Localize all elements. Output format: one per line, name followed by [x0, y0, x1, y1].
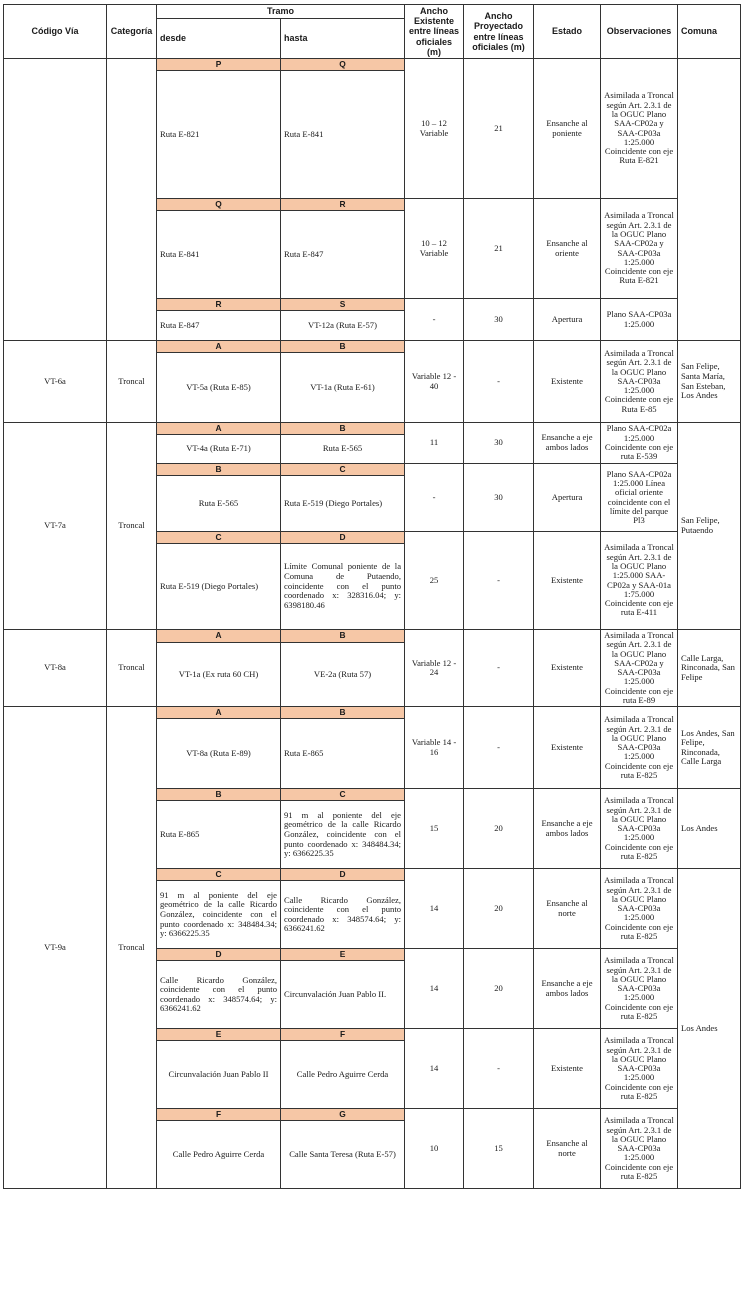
observaciones-cell: Plano SAA-CP02a 1:25.000 Línea oficial oriente coincidente con el límite del parque Pl3	[601, 464, 678, 532]
comuna-cell: Los Andes	[678, 789, 741, 869]
observaciones-cell: Asimilada a Troncal según Art. 2.3.1 de la OGUC Plano SAA-CP03a 1:25.000 Coincidente con eje ruta E-825	[601, 789, 678, 869]
segment-label-row	[4, 707, 741, 719]
segment-start-label: A	[157, 707, 281, 719]
ancho-proyectado-cell: 20	[464, 789, 534, 869]
observaciones-cell: Asimilada a Troncal según Art. 2.3.1 de la OGUC Plano SAA-CP02a y SAA-CP03a 1:25.000 Coincidente con eje Ruta E-821	[601, 59, 678, 199]
segment-start-label: E	[157, 1029, 281, 1041]
desde-cell: Ruta E-865	[157, 801, 281, 869]
header-categoria: Categoría	[107, 5, 157, 59]
hasta-cell: VT-1a (Ruta E-61)	[281, 353, 405, 423]
estado-cell: Ensanche al norte	[534, 1109, 601, 1189]
observaciones-cell: Asimilada a Troncal según Art. 2.3.1 de la OGUC Plano SAA-CP02a y SAA-CP03a 1:25.000 Coincidente con eje Ruta E-821	[601, 199, 678, 299]
segment-start-label: A	[157, 341, 281, 353]
hasta-cell: 91 m al poniente del eje geométrico de la calle Ricardo González, coincidente con el punto coordenado x: 348484.34; y: 6366225.35	[281, 801, 405, 869]
desde-cell: Ruta E-519 (Diego Portales)	[157, 544, 281, 630]
ancho-proyectado-cell: 21	[464, 199, 534, 299]
segment-end-label: G	[281, 1109, 405, 1121]
segment-label-row	[4, 630, 741, 643]
estado-cell: Apertura	[534, 299, 601, 341]
observaciones-cell: Asimilada a Troncal según Art. 2.3.1 de la OGUC Plano SAA-CP03a 1:25.000 Coincidente con eje ruta E-825	[601, 869, 678, 949]
observaciones-cell: Asimilada a Troncal según Art. 2.3.1 de la OGUC Plano SAA-CP03a 1:25.000 Coincidente con eje Ruta E-85	[601, 341, 678, 423]
comuna-cell: Calle Larga, Rinconada, San Felipe	[678, 630, 741, 707]
codigo-cell: VT-8a	[4, 630, 107, 707]
comuna-cell: San Felipe, Santa María, San Esteban, Los Andes	[678, 341, 741, 423]
header-tramo: Tramo	[157, 5, 405, 19]
observaciones-cell: Asimilada a Troncal según Art. 2.3.1 de la OGUC Plano SAA-CP03a 1:25.000 Coincidente con eje ruta E-825	[601, 1029, 678, 1109]
categoria-cell: Troncal	[107, 423, 157, 630]
segment-start-label: B	[157, 789, 281, 801]
segment-end-label: E	[281, 949, 405, 961]
observaciones-cell: Asimilada a Troncal según Art. 2.3.1 de la OGUC Plano SAA-CP03a 1:25.000 Coincidente con eje ruta E-825	[601, 949, 678, 1029]
segment-end-label: B	[281, 341, 405, 353]
ancho-existente-cell: Variable 12 - 40	[405, 341, 464, 423]
ancho-existente-cell: 10	[405, 1109, 464, 1189]
estado-cell: Existente	[534, 630, 601, 707]
estado-cell: Ensanche al poniente	[534, 59, 601, 199]
observaciones-cell: Asimilada a Troncal según Art. 2.3.1 de la OGUC Plano SAA-CP03a 1:25.000 Coincidente con eje ruta E-825	[601, 1109, 678, 1189]
estado-cell: Existente	[534, 341, 601, 423]
segment-label-row	[4, 423, 741, 435]
comuna-cell-empty	[678, 59, 741, 341]
header-ancho-existente: Ancho Existente entre líneas oficiales (m)	[405, 5, 464, 59]
segment-end-label: B	[281, 707, 405, 719]
header-ancho-proyectado: Ancho Proyectado entre líneas oficiales (m)	[464, 5, 534, 59]
comuna-cell: Los Andes	[678, 869, 741, 1189]
segment-start-label: R	[157, 299, 281, 311]
estado-cell: Apertura	[534, 464, 601, 532]
segment-end-label: C	[281, 464, 405, 476]
header-codigo: Código Vía	[4, 5, 107, 59]
hasta-cell: Ruta E-865	[281, 719, 405, 789]
desde-cell: Ruta E-841	[157, 211, 281, 299]
observaciones-cell: Asimilada a Troncal según Art. 2.3.1 de la OGUC Plano 1:25.000 SAA-CP02a y SAA-01a 1:75.000 Coincidente con eje ruta E-411	[601, 532, 678, 630]
ancho-existente-cell: 14	[405, 869, 464, 949]
desde-cell: VT-1a (Ex ruta 60 CH)	[157, 642, 281, 706]
ancho-proyectado-cell: 30	[464, 423, 534, 464]
ancho-existente-cell: 15	[405, 789, 464, 869]
segment-end-label: Q	[281, 59, 405, 71]
desde-cell: VT-8a (Ruta E-89)	[157, 719, 281, 789]
segment-start-label: C	[157, 869, 281, 881]
hasta-cell: VE-2a (Ruta 57)	[281, 642, 405, 706]
vias-table	[3, 4, 741, 1189]
header-hasta: hasta	[281, 19, 405, 59]
desde-cell: Ruta E-847	[157, 311, 281, 341]
ancho-proyectado-cell: 30	[464, 464, 534, 532]
comuna-cell: Los Andes, San Felipe, Rinconada, Calle Larga	[678, 707, 741, 789]
ancho-proyectado-cell: 30	[464, 299, 534, 341]
estado-cell: Existente	[534, 707, 601, 789]
estado-cell: Ensanche a eje ambos lados	[534, 423, 601, 464]
segment-label-row	[4, 59, 741, 71]
segment-end-label: R	[281, 199, 405, 211]
segment-end-label: D	[281, 869, 405, 881]
segment-end-label: B	[281, 423, 405, 435]
ancho-existente-cell: 10 – 12 Variable	[405, 199, 464, 299]
segment-end-label: S	[281, 299, 405, 311]
codigo-cell: VT-6a	[4, 341, 107, 423]
comuna-cell: San Felipe, Putaendo	[678, 423, 741, 630]
ancho-proyectado-cell: 20	[464, 949, 534, 1029]
header-observaciones: Observaciones	[601, 5, 678, 59]
ancho-proyectado-cell: -	[464, 707, 534, 789]
categoria-cell: Troncal	[107, 707, 157, 1189]
segment-start-label: Q	[157, 199, 281, 211]
header-comuna: Comuna	[678, 5, 741, 59]
observaciones-cell: Asimilada a Troncal según Art. 2.3.1 de la OGUC Plano SAA-CP02a y SAA-CP03a 1:25.000 Coincidente con eje ruta E-89	[601, 630, 678, 707]
ancho-existente-cell: 11	[405, 423, 464, 464]
hasta-cell: Ruta E-565	[281, 435, 405, 464]
ancho-proyectado-cell: -	[464, 341, 534, 423]
segment-end-label: C	[281, 789, 405, 801]
segment-start-label: A	[157, 423, 281, 435]
desde-cell: Ruta E-821	[157, 71, 281, 199]
categoria-cell-empty	[107, 59, 157, 341]
segment-label-row	[4, 341, 741, 353]
ancho-existente-cell: Variable 12 - 24	[405, 630, 464, 707]
hasta-cell: Calle Pedro Aguirre Cerda	[281, 1041, 405, 1109]
header-estado: Estado	[534, 5, 601, 59]
header-desde: desde	[157, 19, 281, 59]
codigo-cell: VT-9a	[4, 707, 107, 1189]
hasta-cell: Ruta E-847	[281, 211, 405, 299]
observaciones-cell: Plano SAA-CP03a 1:25.000	[601, 299, 678, 341]
desde-cell: VT-5a (Ruta E-85)	[157, 353, 281, 423]
ancho-existente-cell: -	[405, 464, 464, 532]
ancho-existente-cell: 10 – 12 Variable	[405, 59, 464, 199]
ancho-existente-cell: 25	[405, 532, 464, 630]
ancho-proyectado-cell: -	[464, 630, 534, 707]
hasta-cell: Circunvalación Juan Pablo II.	[281, 961, 405, 1029]
estado-cell: Ensanche al norte	[534, 869, 601, 949]
hasta-cell: Calle Ricardo González, coincidente con el punto coordenado x: 348574.64; y: 6366241.62	[281, 881, 405, 949]
desde-cell: Calle Ricardo González, coincidente con el punto coordenado x: 348574.64; y: 6366241.62	[157, 961, 281, 1029]
ancho-proyectado-cell: -	[464, 1029, 534, 1109]
hasta-cell: Calle Santa Teresa (Ruta E-57)	[281, 1121, 405, 1189]
segment-start-label: B	[157, 464, 281, 476]
segment-start-label: D	[157, 949, 281, 961]
desde-cell: Ruta E-565	[157, 476, 281, 532]
estado-cell: Ensanche al oriente	[534, 199, 601, 299]
ancho-proyectado-cell: 21	[464, 59, 534, 199]
estado-cell: Existente	[534, 1029, 601, 1109]
codigo-cell: VT-7a	[4, 423, 107, 630]
observaciones-cell: Plano SAA-CP02a 1:25.000 Coincidente con eje ruta E-539	[601, 423, 678, 464]
segment-start-label: F	[157, 1109, 281, 1121]
estado-cell: Existente	[534, 532, 601, 630]
estado-cell: Ensanche a eje ambos lados	[534, 949, 601, 1029]
observaciones-cell: Asimilada a Troncal según Art. 2.3.1 de la OGUC Plano SAA-CP03a 1:25.000 Coincidente con eje ruta E-825	[601, 707, 678, 789]
estado-cell: Ensanche a eje ambos lados	[534, 789, 601, 869]
hasta-cell: VT-12a (Ruta E-57)	[281, 311, 405, 341]
hasta-cell: Ruta E-519 (Diego Portales)	[281, 476, 405, 532]
ancho-existente-cell: 14	[405, 949, 464, 1029]
desde-cell: 91 m al poniente del eje geométrico de la calle Ricardo González, coincidente con el punto coordenado x: 348484.34; y: 6366225.35	[157, 881, 281, 949]
segment-start-label: A	[157, 630, 281, 643]
categoria-cell: Troncal	[107, 630, 157, 707]
ancho-existente-cell: -	[405, 299, 464, 341]
segment-end-label: D	[281, 532, 405, 544]
ancho-existente-cell: 14	[405, 1029, 464, 1109]
codigo-cell-empty	[4, 59, 107, 341]
segment-end-label: F	[281, 1029, 405, 1041]
ancho-proyectado-cell: 20	[464, 869, 534, 949]
segment-end-label: B	[281, 630, 405, 643]
segment-start-label: P	[157, 59, 281, 71]
hasta-cell: Ruta E-841	[281, 71, 405, 199]
desde-cell: VT-4a (Ruta E-71)	[157, 435, 281, 464]
ancho-existente-cell: Variable 14 - 16	[405, 707, 464, 789]
hasta-cell: Límite Comunal poniente de la Comuna de Putaendo, coincidente con el punto coordenado x: 328316.04; y: 6398180.46	[281, 544, 405, 630]
segment-start-label: C	[157, 532, 281, 544]
desde-cell: Calle Pedro Aguirre Cerda	[157, 1121, 281, 1189]
categoria-cell: Troncal	[107, 341, 157, 423]
ancho-proyectado-cell: -	[464, 532, 534, 630]
desde-cell: Circunvalación Juan Pablo II	[157, 1041, 281, 1109]
ancho-proyectado-cell: 15	[464, 1109, 534, 1189]
